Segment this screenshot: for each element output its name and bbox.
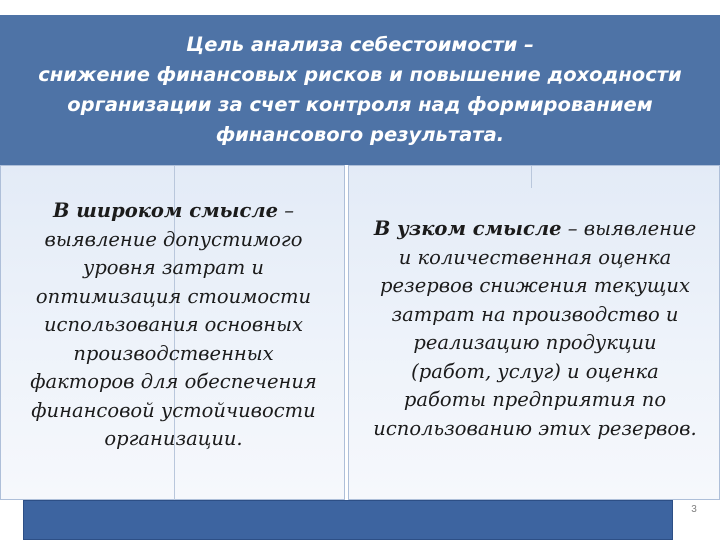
slide-title-line-1: Цель анализа себестоимости – <box>186 33 534 56</box>
narrow-sense-panel <box>348 165 720 500</box>
narrow-sense-line: работы предприятия по <box>403 388 667 411</box>
broad-sense-line: организации. <box>104 427 243 450</box>
narrow-sense-first-line: – выявление <box>561 217 697 240</box>
broad-sense-line: выявление допустимого <box>44 227 303 251</box>
broad-sense-line: уровня затрат и <box>83 256 264 279</box>
broad-sense-term: В широком смысле <box>52 199 279 222</box>
narrow-sense-line: использованию этих резервов. <box>373 416 697 440</box>
broad-sense-text <box>1 197 346 454</box>
broad-sense-line: факторов для обеспечения <box>30 370 317 393</box>
narrow-sense-line: резервов снижения текущих <box>380 274 690 297</box>
page-number: 3 <box>691 504 697 515</box>
panel-divider-line <box>531 166 532 188</box>
broad-sense-line: производственных <box>73 341 274 365</box>
broad-sense-line: оптимизация стоимости <box>35 284 312 308</box>
footer-bar <box>23 500 673 540</box>
broad-sense-panel <box>0 165 345 500</box>
content-panels <box>0 165 720 500</box>
broad-sense-line: финансовой устойчивости <box>31 398 316 422</box>
narrow-sense-heading <box>349 215 720 244</box>
narrow-sense-line: (работ, услуг) и оценка <box>411 359 659 383</box>
slide-title-banner <box>0 15 720 165</box>
slide-title-line-3: организации за счет контроля над формированием <box>67 93 653 116</box>
slide-title-line-2: снижение финансовых рисков и повышение доходности <box>38 63 682 86</box>
narrow-sense-term: В узком смысле <box>373 217 562 240</box>
narrow-sense-text <box>349 215 720 443</box>
narrow-sense-line: затрат на производство и <box>391 302 679 326</box>
slide-title-line-4: финансового результата. <box>215 123 505 146</box>
broad-sense-heading <box>1 197 346 226</box>
narrow-sense-line: и количественная оценка <box>398 245 672 269</box>
broad-sense-dash: – <box>278 199 294 222</box>
narrow-sense-line: реализацию продукции <box>413 331 657 354</box>
broad-sense-line: использования основных <box>44 313 303 336</box>
